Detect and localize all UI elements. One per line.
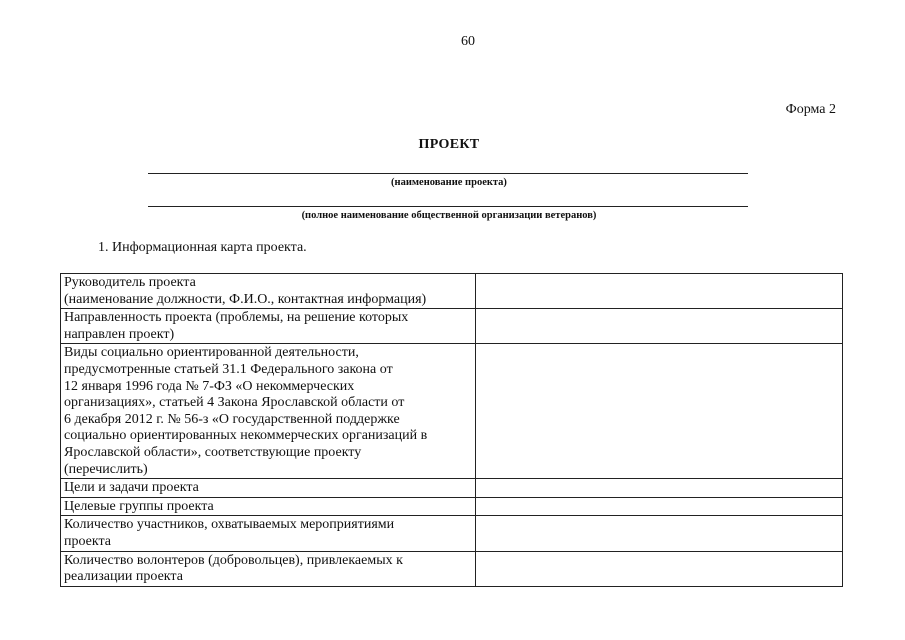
row-label-line: предусмотренные статьей 31.1 Федерального закона от bbox=[64, 361, 393, 377]
organization-name-line bbox=[148, 206, 748, 207]
info-card-table bbox=[60, 273, 843, 587]
row-label-cell bbox=[61, 274, 476, 309]
row-label-cell bbox=[61, 344, 476, 479]
row-label-line: Виды социально ориентированной деятельности, bbox=[64, 345, 359, 361]
row-label-line: Цели и задачи проекта bbox=[64, 480, 199, 496]
row-label-line: реализации проекта bbox=[64, 569, 183, 585]
row-label-line: организациях», статьей 4 Закона Ярославской области от bbox=[64, 395, 405, 411]
table-row bbox=[61, 497, 843, 516]
row-label-line: социально ориентированных некоммерческих организаций в bbox=[64, 428, 428, 444]
row-label-line: Ярославской области», соответствующие проекту bbox=[64, 444, 362, 460]
row-label-cell bbox=[61, 516, 476, 551]
row-label-line: (наименование должности, Ф.И.О., контактная информация) bbox=[64, 291, 427, 307]
table-row bbox=[61, 309, 843, 344]
table-row bbox=[61, 516, 843, 551]
row-label-line: направлен проект) bbox=[64, 326, 175, 342]
row-label-line: Направленность проекта (проблемы, на решение которых bbox=[64, 310, 409, 326]
section-heading: 1. Информационная карта проекта. bbox=[98, 240, 307, 255]
row-value-cell[interactable] bbox=[476, 309, 843, 344]
table-row bbox=[61, 551, 843, 586]
table-row bbox=[61, 479, 843, 498]
row-value-cell[interactable] bbox=[476, 516, 843, 551]
row-label-line: Количество волонтеров (добровольцев), привлекаемых к bbox=[64, 552, 403, 568]
row-label-cell bbox=[61, 479, 476, 498]
project-name-caption: (наименование проекта) bbox=[391, 177, 507, 188]
document-title: ПРОЕКТ bbox=[418, 137, 480, 152]
row-label-cell bbox=[61, 551, 476, 586]
form-label: Форма 2 bbox=[785, 102, 836, 117]
row-value-cell[interactable] bbox=[476, 344, 843, 479]
row-value-cell[interactable] bbox=[476, 274, 843, 309]
row-label-line: Количество участников, охватываемых мероприятиями bbox=[64, 517, 395, 533]
row-label-line: (перечислить) bbox=[64, 461, 148, 477]
project-name-line bbox=[148, 173, 748, 174]
page-number: 60 bbox=[461, 34, 475, 49]
row-label-line: проекта bbox=[64, 533, 111, 549]
table-row bbox=[61, 274, 843, 309]
row-label-line: Руководитель проекта bbox=[64, 275, 196, 290]
row-value-cell[interactable] bbox=[476, 551, 843, 586]
row-label-cell bbox=[61, 497, 476, 516]
table-row bbox=[61, 344, 843, 479]
row-label-line: 6 декабря 2012 г. № 56-з «О государственной поддержке bbox=[64, 411, 400, 427]
row-value-cell[interactable] bbox=[476, 479, 843, 498]
organization-name-caption: (полное наименование общественной организации ветеранов) bbox=[301, 210, 597, 221]
row-label-line: 12 января 1996 года № 7-ФЗ «О некоммерческих bbox=[64, 378, 355, 394]
row-label-cell bbox=[61, 309, 476, 344]
row-label-line: Целевые группы проекта bbox=[64, 498, 214, 514]
row-value-cell[interactable] bbox=[476, 497, 843, 516]
